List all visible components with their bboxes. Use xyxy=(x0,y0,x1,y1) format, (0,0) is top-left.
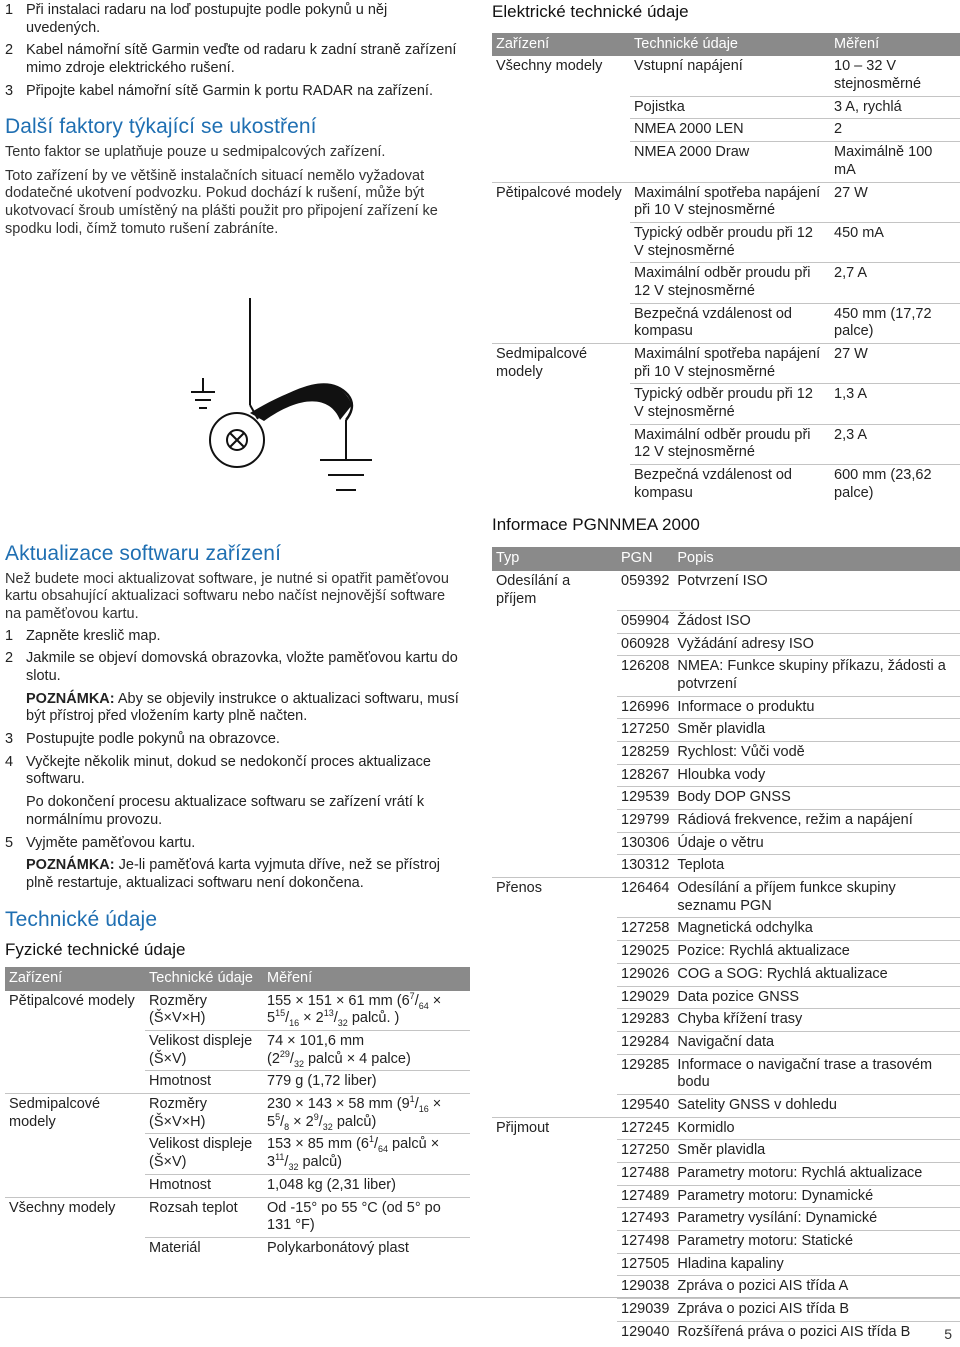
table-header: Technické údaje xyxy=(145,967,263,991)
grounding-para-2: Toto zařízení by ve většině instalačních situací nemělo vyžadovat dodatečné ukotvení podvozku. Pokud dochází k rušení, může být ukotvovací šroub umístěný na plášti použit pro připojení zařízení ke spodku lodi, čímž tomuto rušení zabráníte. xyxy=(5,167,438,237)
table-header: PGN xyxy=(617,547,673,571)
table-row: Typický odběr proudu při 12 V stejnosměrné 450 mA xyxy=(492,222,960,262)
ground-cable-body xyxy=(250,385,352,421)
physical-table xyxy=(5,967,470,1260)
table-row: Všechny modely Rozsah teplot Od -15° po 55 °C (od 5° po 131 °F) xyxy=(5,1197,470,1237)
table-row: 127488 Parametry motoru: Rychlá aktualizace xyxy=(492,1163,960,1186)
table-row: Všechny modely Vstupní napájení 10 – 32 V stejnosměrné xyxy=(496,58,922,93)
table-row: NMEA 2000 LEN 2 xyxy=(492,119,960,142)
table-row: 129029 Data pozice GNSS xyxy=(492,986,960,1009)
table-row: 060928 Vyžádání adresy ISO xyxy=(492,633,960,656)
table-header: Popis xyxy=(673,547,960,571)
table-row: Odesílání a příjem 059392 Potvrzení ISO xyxy=(496,572,768,607)
install-step: 2 Kabel námořní sítě Garmin veďte od radaru k zadní straně zařízení mimo zdroje elektrického rušení. xyxy=(5,42,457,77)
table-row: Bezpečná vzdálenost od kompasu 600 mm (23,62 palce) xyxy=(492,465,960,505)
table-row: 129026 COG a SOG: Rychlá aktualizace xyxy=(492,963,960,986)
table-row: 129539 Body DOP GNSS xyxy=(492,787,960,810)
table-row: Hmotnost 779 g (1,72 liber) xyxy=(5,1071,470,1094)
grounding-title: Další faktory týkající se ukostření xyxy=(5,115,317,139)
table-header: Zařízení xyxy=(5,967,145,991)
table-row: 127258 Magnetická odchylka xyxy=(492,918,960,941)
table-row: 130312 Teplota xyxy=(492,855,960,878)
grounding-diagram xyxy=(190,295,390,520)
table-row: 129284 Navigační data xyxy=(492,1031,960,1054)
table-row: 130306 Údaje o větru xyxy=(492,832,960,855)
software-step: 5 Vyjměte paměťovou kartu. xyxy=(5,834,196,851)
table-header: Typ xyxy=(492,547,617,571)
table-header: Měření xyxy=(830,33,960,57)
table-row: 127498 Parametry motoru: Statické xyxy=(492,1231,960,1254)
table-row: Pětipalcové modely Maximální spotřeba napájení při 10 V stejnosměrné 27 W xyxy=(492,182,960,222)
table-header: Technické údaje xyxy=(630,33,830,57)
table-row: 126996 Informace o produktu xyxy=(492,696,960,719)
table-row: Maximální odběr proudu při 12 V stejnosměrné 2,3 A xyxy=(492,424,960,464)
software-note-1: POZNÁMKA: Aby se objevily instrukce o aktualizaci softwaru, musí být přístroj před vložením karty plně načten. xyxy=(26,690,459,725)
electrical-table xyxy=(492,33,960,505)
physical-title: Fyzické technické údaje xyxy=(5,940,186,960)
grounding-para-1: Tento faktor se uplatňuje pouze u sedmipalcových zařízení. xyxy=(5,144,386,161)
table-row: 127505 Hladina kapaliny xyxy=(492,1253,960,1276)
table-row: 127489 Parametry motoru: Dynamické xyxy=(492,1185,960,1208)
table-header: Měření xyxy=(263,967,470,991)
table-row: Hmotnost 1,048 kg (2,31 liber) xyxy=(5,1174,470,1197)
table-row: 129283 Chyba křížení trasy xyxy=(492,1009,960,1032)
install-steps xyxy=(5,2,465,100)
table-row: 127493 Parametry vysílání: Dynamické xyxy=(492,1208,960,1231)
right-column xyxy=(492,0,960,1344)
table-row: Maximální odběr proudu při 12 V stejnosměrné 2,7 A xyxy=(492,263,960,303)
table-row: Pětipalcové modely Rozměry (Š×V×H) 155 × 151 × 61 mm ($6^7/_{64} \times 5^{15}/_{16} \times 2^{13}/_{32}$ palců. ) xyxy=(9,990,442,1029)
table-row: 126208 NMEA: Funkce skupiny příkazu, žádosti a potvrzení xyxy=(492,656,960,696)
table-row: Přenos 126464 Odesílání a příjem funkce skupiny seznamu PGN xyxy=(492,878,960,918)
software-note-2: POZNÁMKA: Je-li paměťová karta vyjmuta dříve, než se přístroj plně restartuje, aktualizaci softwaru není dokončena. xyxy=(26,857,440,891)
table-row: Pojistka 3 A, rychlá xyxy=(492,96,960,119)
table-row: Bezpečná vzdálenost od kompasu 450 mm (17,72 palce) xyxy=(492,303,960,343)
table-row: 059904 Žádost ISO xyxy=(492,610,960,633)
table-row: Přijmout 127245 Kormidlo xyxy=(492,1117,960,1140)
left-column xyxy=(5,0,465,242)
table-row: 129285 Informace o navigační trase a trasovém bodu xyxy=(492,1054,960,1094)
table-row: 127250 Směr plavidla xyxy=(492,719,960,742)
software-step: 2 Jakmile se objeví domovská obrazovka, vložte paměťovou kartu do slotu. xyxy=(5,650,458,685)
table-row: 127250 Směr plavidla xyxy=(492,1140,960,1163)
software-step-4-after: Po dokončení procesu aktualizace softwaru se zařízení vrátí k normálnímu provozu. xyxy=(26,794,425,828)
table-row: 128259 Rychlost: Vůči vodě xyxy=(492,741,960,764)
table-row: 129038 Zpráva o pozici AIS třída A xyxy=(492,1276,960,1299)
pgn-title: Informace PGNNMEA 2000 xyxy=(492,514,700,534)
table-row: 128267 Hloubka vody xyxy=(492,764,960,787)
page-number: 5 xyxy=(944,1325,952,1342)
install-step: 3 Připojte kabel námořní sítě Garmin k portu RADAR na zařízení. xyxy=(5,82,433,99)
table-row: Materiál Polykarbonátový plast xyxy=(5,1237,470,1259)
software-step: 4 Vyčkejte několik minut, dokud se nedokončí proces aktualizace softwaru. xyxy=(5,753,431,788)
tech-title: Technické údaje xyxy=(5,907,158,931)
table-row: Sedmipalcové modely Rozměry (Š×V×H) 230 × 143 × 58 mm ($9^1/_{16} \times 5^5/_8 \times 2^9/_{32}$ palců) xyxy=(5,1094,470,1134)
table-row: 129025 Pozice: Rychlá aktualizace xyxy=(492,941,960,964)
table-row: Typický odběr proudu při 12 V stejnosměrné 1,3 A xyxy=(492,384,960,424)
electrical-title: Elektrické technické údaje xyxy=(492,2,689,21)
pgn-table xyxy=(492,547,960,1343)
table-row: NMEA 2000 Draw Maximálně 100 mA xyxy=(492,142,960,182)
table-row: 129540 Satelity GNSS v dohledu xyxy=(492,1094,960,1117)
table-header: Zařízení xyxy=(492,33,630,57)
table-row: 129039 Zpráva o pozici AIS třída B xyxy=(492,1299,960,1322)
table-row: 129040 Rozšířená práva o pozici AIS třída B xyxy=(492,1321,960,1343)
table-row: Velikost displeje (Š×V) 74 × 101,6 mm ($2^{29}/_{32}$ palců × 4 palce) xyxy=(5,1031,470,1071)
table-row: Sedmipalcové modely Maximální spotřeba napájení při 10 V stejnosměrné 27 W xyxy=(492,344,960,384)
footer-divider xyxy=(0,1297,960,1298)
table-row: 129799 Rádiová frekvence, režim a napájení xyxy=(492,810,960,833)
software-step: 3 Postupujte podle pokynů na obrazovce. xyxy=(5,731,280,748)
software-step: 1 Zapněte kreslič map. xyxy=(5,627,161,644)
software-intro: Než budete moci aktualizovat software, je nutné si opatřit paměťovou kartu obsahující aktualizaci softwaru nebo načíst nejnovější software na paměťovou kartu. xyxy=(5,570,449,622)
install-step: 1 Při instalaci radaru na loď postupujte podle pokynů u něj uvedených. xyxy=(5,2,388,36)
software-section xyxy=(5,541,465,1260)
table-row: Velikost displeje (Š×V) 153 × 85 mm ($6^1/_{64}$ palců × $3^{11}/_{32}$ palců) xyxy=(5,1134,470,1174)
software-title: Aktualizace softwaru zařízení xyxy=(5,542,282,565)
